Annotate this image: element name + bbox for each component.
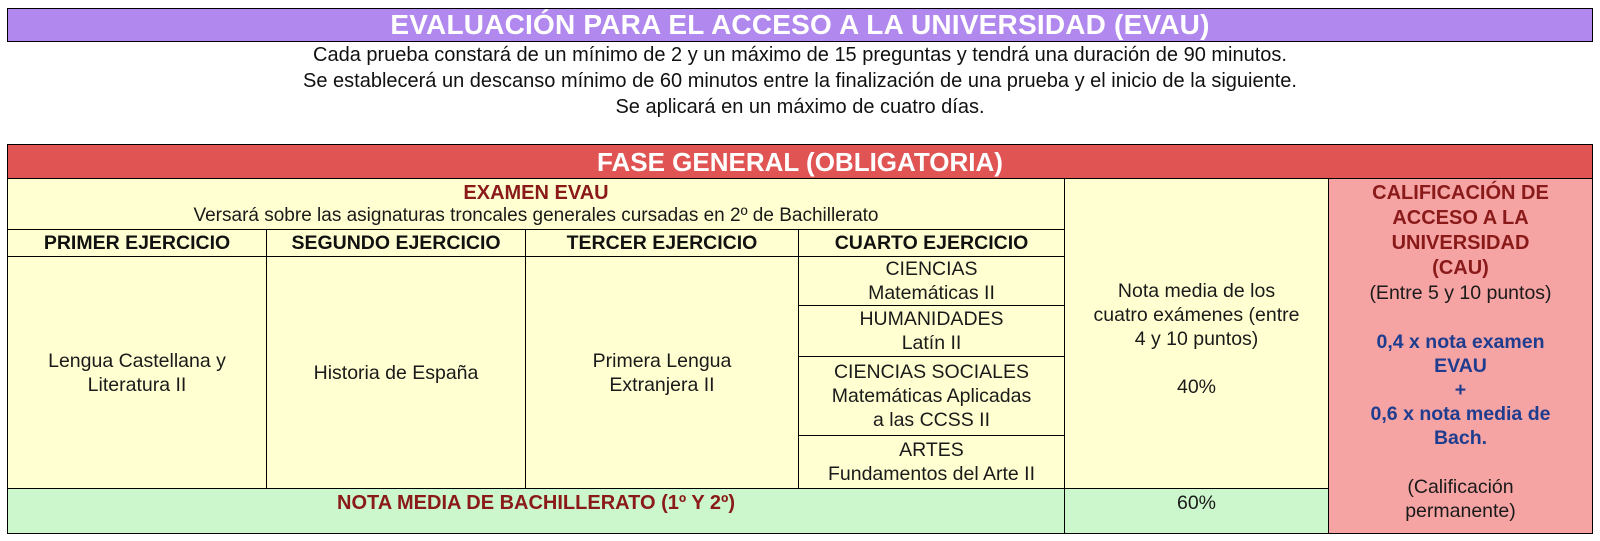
cau-title-line: (CAU): [1432, 257, 1489, 279]
cau-range: (Entre 5 y 10 puntos): [1369, 282, 1552, 304]
cau-formula-line: EVAU: [1434, 355, 1487, 377]
exercise-line: Lengua Castellana y: [48, 349, 226, 372]
cau-title: [1329, 181, 1592, 281]
exam-title: EXAMEN EVAU: [463, 182, 609, 204]
exercise-third: [525, 256, 799, 489]
exercise-second: [266, 256, 526, 489]
option-line: Fundamentos del Arte II: [827, 463, 1036, 485]
exercise-line: Literatura II: [87, 373, 187, 396]
bachillerato-label: NOTA MEDIA DE BACHILLERATO (1º Y 2º): [7, 488, 1065, 534]
cau-permanent-line: (Calificación: [1407, 476, 1514, 498]
option-line: CIENCIAS: [885, 258, 978, 280]
option-line: Latín II: [901, 332, 962, 354]
option-line: CIENCIAS SOCIALES: [833, 361, 1030, 383]
option-line: Matemáticas Aplicadas: [831, 385, 1032, 407]
exercise-line: Extranjera II: [609, 373, 715, 396]
page-title: EVALUACIÓN PARA EL ACCESO A LA UNIVERSIDAD (EVAU): [7, 8, 1593, 42]
intro-text: [0, 42, 1600, 120]
cau-formula: [1329, 330, 1592, 450]
col-header-second: SEGUNDO EJERCICIO: [266, 229, 526, 257]
exercise-line: Primera Lengua: [592, 349, 732, 372]
exercise-line: Historia de España: [313, 361, 479, 384]
exam-weight-percent: 40%: [1176, 375, 1217, 398]
option-artes: [798, 435, 1065, 489]
option-line: HUMANIDADES: [859, 308, 1004, 330]
col-header-first: PRIMER EJERCICIO: [7, 229, 267, 257]
exam-header: [7, 178, 1065, 230]
option-line: a las CCSS II: [872, 409, 991, 431]
option-ciencias: [798, 256, 1065, 306]
cau-title-line: UNIVERSIDAD: [1391, 232, 1530, 254]
option-line: ARTES: [899, 439, 964, 461]
exam-weight-line: cuatro exámenes (entre: [1093, 303, 1300, 326]
cau-title-line: CALIFICACIÓN DE: [1372, 182, 1549, 204]
cau-formula-line: Bach.: [1433, 427, 1488, 449]
exam-weight-cell: [1064, 178, 1329, 489]
cau-permanent-line: permanente): [1405, 500, 1516, 522]
exercise-first: [7, 256, 267, 489]
cau-formula-line: +: [1454, 379, 1467, 401]
option-line: Matemáticas II: [868, 282, 995, 304]
exam-subtitle: Versará sobre las asignaturas troncales generales cursadas en 2º de Bachillerato: [193, 205, 879, 226]
intro-line: Cada prueba constará de un mínimo de 2 y un máximo de 15 preguntas y tendrá una duración de 90 minutos.: [313, 44, 1287, 66]
cau-permanent-note: [1329, 475, 1592, 523]
option-ciencias-sociales: [798, 356, 1065, 436]
intro-line: Se aplicará en un máximo de cuatro días.: [615, 96, 985, 118]
cau-title-line: ACCESO A LA: [1392, 207, 1529, 229]
option-humanidades: [798, 305, 1065, 357]
exam-weight-line: 4 y 10 puntos): [1134, 327, 1259, 350]
intro-line: Se establecerá un descanso mínimo de 60 minutos entre la finalización de una prueba y el inicio de la siguiente.: [303, 70, 1297, 92]
cau-formula-line: 0,6 x nota media de: [1370, 403, 1551, 425]
cau-cell: [1328, 178, 1593, 534]
phase-header: FASE GENERAL (OBLIGATORIA): [7, 144, 1593, 179]
exam-weight-line: Nota media de los: [1117, 279, 1276, 302]
bachillerato-percent: 60%: [1064, 488, 1329, 534]
col-header-third: TERCER EJERCICIO: [525, 229, 799, 257]
cau-formula-line: 0,4 x nota examen: [1376, 331, 1545, 353]
col-header-fourth: CUARTO EJERCICIO: [798, 229, 1065, 257]
